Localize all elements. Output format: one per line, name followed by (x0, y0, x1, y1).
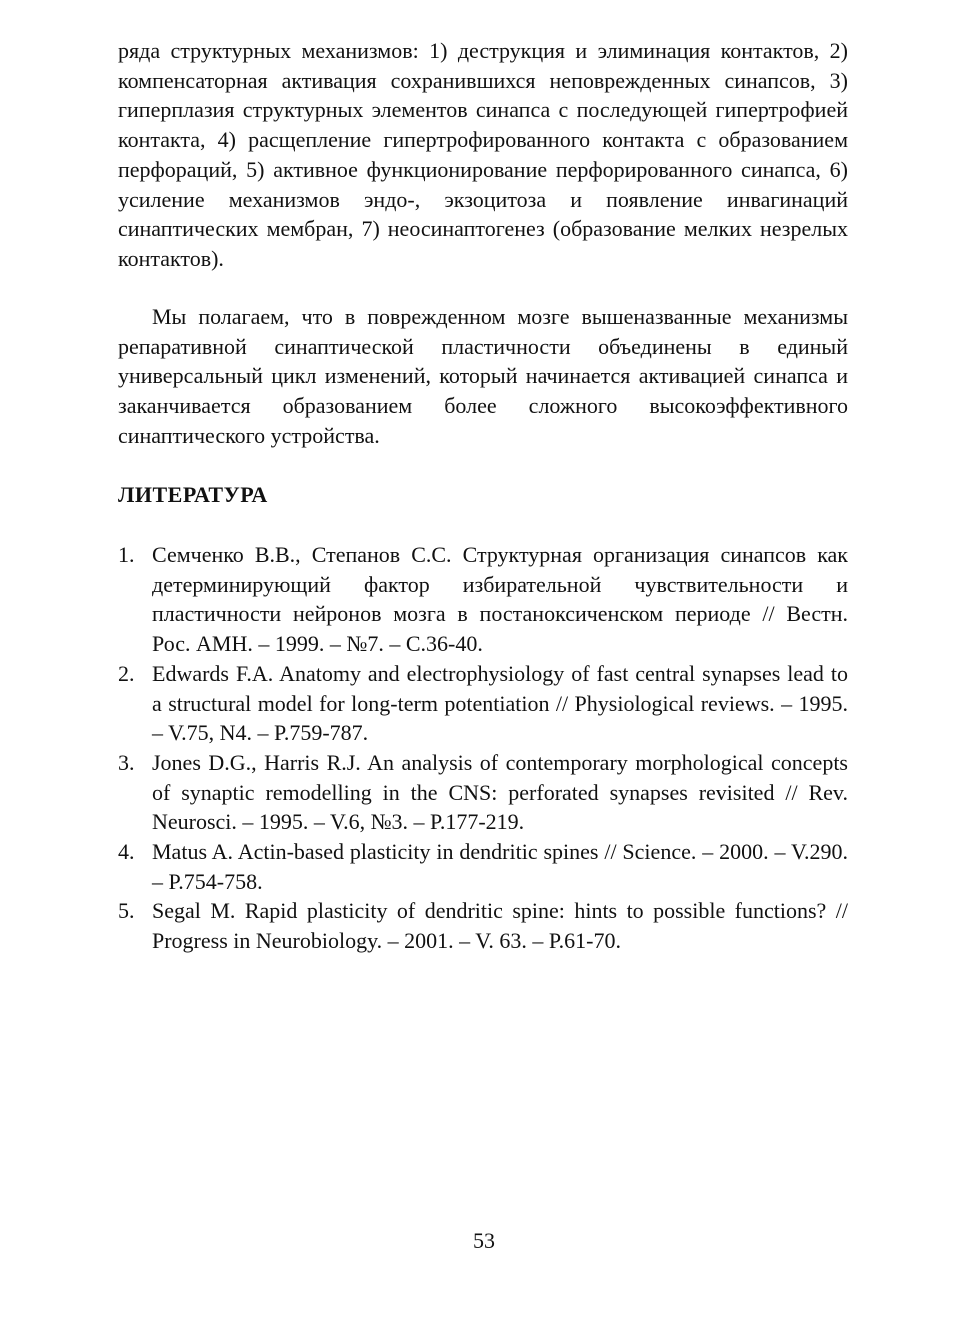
reference-item (118, 659, 848, 748)
reference-number: 5. (118, 898, 135, 924)
body-paragraph: Мы полагаем, что в поврежденном мозге вышеназванные механизмы репаративной синаптической пластичности объединены в единый универсальный цикл изменений, который начинается активацией синапса и заканчивается образованием более сложного высокоэффективного синаптического устройства. (118, 304, 848, 448)
reference-number: 1. (118, 542, 135, 567)
reference-text: Jones D.G., Harris R.J. An analysis of contemporary morphological concepts of synaptic remodelling in the CNS: perforated synapses revisited // Rev. Neurosci. – 1995. – V.6, №3. – P.177-219. (152, 749, 848, 835)
reference-number: 3. (118, 749, 135, 775)
reference-item (118, 896, 848, 955)
reference-text: Segal M. Rapid plasticity of dendritic spine: hints to possible functions? // Progress in Neurobiology. – 2001. – V. 63. – P.61-70. (152, 898, 848, 954)
reference-item (118, 540, 848, 659)
reference-number: 2. (118, 660, 135, 686)
references-list (118, 540, 848, 956)
reference-number: 4. (118, 839, 135, 865)
reference-text: Семченко В.В., Степанов С.С. Структурная организация синапсов как детерминирующий фактор избирательной чувствительности и пластичности нейронов мозга в постаноксиченском периоде // Вестн. Рос. АМН. – 1999. – №7. – С.36-40. (152, 542, 848, 657)
reference-text: Matus A. Actin-based plasticity in dendritic spines // Science. – 2000. – V.290. – P.754-758. (152, 839, 848, 894)
reference-item (118, 837, 848, 896)
reference-item (118, 748, 848, 837)
body-paragraph: ряда структурных механизмов: 1) деструкция и элиминация контактов, 2) компенсаторная активация сохранившихся неповрежденных синапсов, 3) гиперплазия структурных элементов синапса с последующей гипертрофией контакта, 4) расщепление гипертрофированного контакта с образованием перфораций, 5) активное функционирование перфорированного синапса, 6) усиление механизмов эндо-, экзоцитоза и появление инвагинаций синаптических мембран, 7) неосинаптогенез (образование мелких незрелых контактов). (118, 38, 848, 271)
reference-text: Edwards F.A. Anatomy and electrophysiology of fast central synapses lead to a structural model for long-term potentiation // Physiological reviews. – 1995. – V.75, N4. – P.759-787. (152, 660, 848, 746)
page-number: 53 (473, 1228, 495, 1253)
references-heading: ЛИТЕРАТУРА (118, 482, 268, 507)
